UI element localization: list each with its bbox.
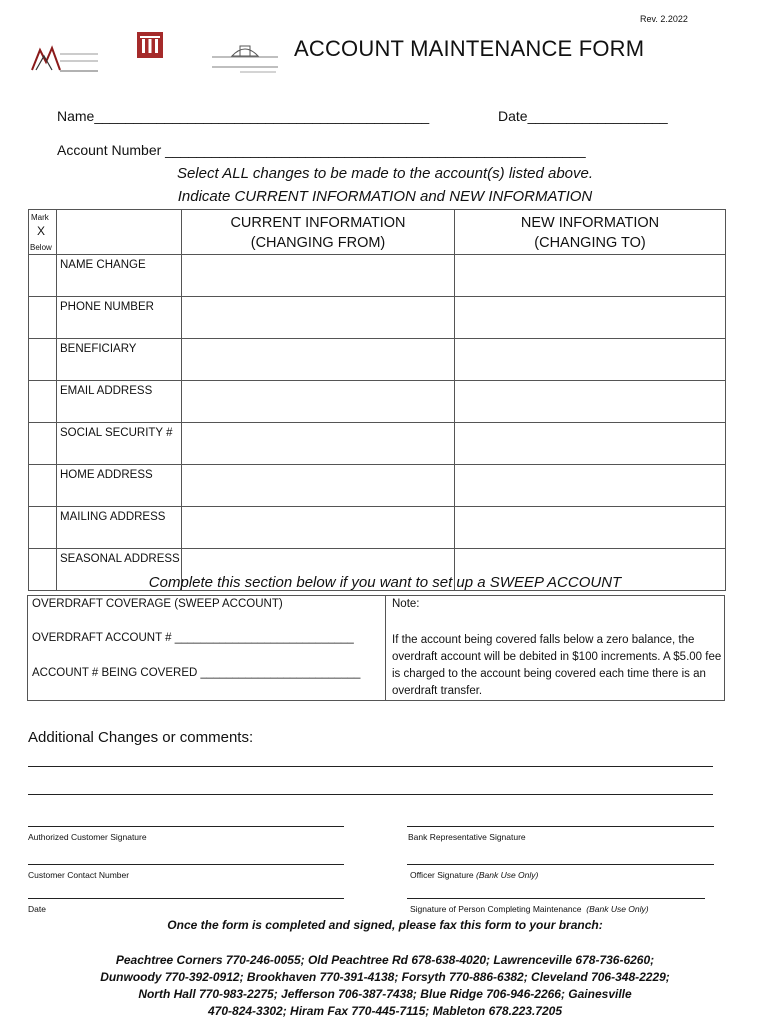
changes-table <box>28 209 726 591</box>
row-label: MAILING ADDRESS <box>57 507 182 549</box>
account-number-field[interactable]: Account Number ______________________________________________________ <box>57 142 586 158</box>
authorized-customer-label: Authorized Customer Signature <box>28 832 147 842</box>
bank-rep-signature-line[interactable] <box>407 826 714 827</box>
table-row <box>29 381 726 423</box>
person-completing-line[interactable] <box>407 898 705 899</box>
current-info-input[interactable] <box>182 381 455 423</box>
row-label: NAME CHANGE <box>57 255 182 297</box>
branch-line: Dunwoody 770-392-0912; Brookhaven 770-391-4138; Forsyth 770-886-6382; Cleveland 706-348-2229; <box>100 970 670 984</box>
current-info-input[interactable] <box>182 255 455 297</box>
current-info-input[interactable] <box>182 423 455 465</box>
current-info-title: CURRENT INFORMATION <box>230 215 406 231</box>
officer-signature-line[interactable] <box>407 864 714 865</box>
revision-label: Rev. 2.2022 <box>640 14 688 24</box>
note-label: Note: <box>392 598 420 610</box>
mark-checkbox[interactable] <box>29 339 57 381</box>
bank-rep-label: Bank Representative Signature <box>408 832 526 842</box>
westside-bank-logo <box>210 40 280 78</box>
comments-label: Additional Changes or comments: <box>28 729 254 746</box>
current-info-input[interactable] <box>182 507 455 549</box>
instruction-line-2: Indicate CURRENT INFORMATION and NEW INFORMATION <box>177 188 593 205</box>
table-row <box>29 507 726 549</box>
note-text: If the account being covered falls below a zero balance, the overdraft account will be debited in $100 increments. A $5.00 fee is charged to the account being covered each time there is an overdraft transfer. <box>392 634 722 697</box>
new-info-input[interactable] <box>455 423 726 465</box>
instruction-line-1: Select ALL changes to be made to the account(s) listed above. <box>176 165 594 182</box>
mark-x-label: X <box>37 224 46 238</box>
mark-checkbox[interactable] <box>29 423 57 465</box>
table-row <box>29 423 726 465</box>
row-label: PHONE NUMBER <box>57 297 182 339</box>
overdraft-account-field[interactable]: OVERDRAFT ACCOUNT # ____________________________ <box>32 632 354 644</box>
overdraft-coverage-label: OVERDRAFT COVERAGE (SWEEP ACCOUNT) <box>32 598 283 610</box>
date-label: Date <box>28 904 46 914</box>
customer-signature-line[interactable] <box>28 826 344 827</box>
branch-line: North Hall 770-983-2275; Jefferson 706-387-7438; Blue Ridge 706-946-2266; Gainesville <box>138 987 632 1001</box>
new-info-subtitle: (CHANGING TO) <box>534 235 646 251</box>
current-info-input[interactable] <box>182 465 455 507</box>
date-field[interactable]: Date__________________ <box>498 108 668 124</box>
row-label: HOME ADDRESS <box>57 465 182 507</box>
table-header-row <box>29 210 726 255</box>
officer-signature-label <box>410 870 538 880</box>
person-completing-label <box>410 904 649 914</box>
new-info-title: NEW INFORMATION <box>520 215 660 231</box>
fax-instruction: Once the form is completed and signed, please fax this form to your branch: <box>167 918 603 932</box>
officer-bank-use-note: (Bank Use Only) <box>476 870 539 880</box>
comment-line-2[interactable] <box>28 794 713 795</box>
row-label: SOCIAL SECURITY # <box>57 423 182 465</box>
mark-checkbox[interactable] <box>29 297 57 339</box>
officer-label-text: Officer Signature <box>410 870 474 880</box>
table-row <box>29 297 726 339</box>
new-info-input[interactable] <box>455 297 726 339</box>
mark-checkbox[interactable] <box>29 255 57 297</box>
new-info-input[interactable] <box>455 381 726 423</box>
below-label: Below <box>30 243 52 252</box>
account-covered-field[interactable]: ACCOUNT # BEING COVERED _________________________ <box>32 667 361 679</box>
new-info-input[interactable] <box>455 507 726 549</box>
current-info-input[interactable] <box>182 297 455 339</box>
branch-fax-list <box>60 952 710 1020</box>
new-info-input[interactable] <box>455 339 726 381</box>
mark-checkbox[interactable] <box>29 465 57 507</box>
mountain-valley-logo <box>30 44 100 74</box>
current-info-header <box>182 210 455 255</box>
row-label: SEASONAL ADDRESS <box>57 549 182 591</box>
name-field[interactable]: Name___________________________________________ <box>57 108 430 124</box>
branch-line: Peachtree Corners 770-246-0055; Old Peachtree Rd 678-638-4020; Lawrenceville 678-736-6260; <box>115 953 655 967</box>
sweep-section-title: Complete this section below if you want to set up a SWEEP ACCOUNT <box>148 574 622 591</box>
form-title: ACCOUNT MAINTENANCE FORM <box>294 36 645 61</box>
row-label: BENEFICIARY <box>57 339 182 381</box>
new-info-header <box>455 210 726 255</box>
person-completing-text: Signature of Person Completing Maintenance <box>410 904 582 914</box>
date-line[interactable] <box>28 898 344 899</box>
mark-checkbox[interactable] <box>29 507 57 549</box>
current-info-input[interactable] <box>182 339 455 381</box>
new-info-input[interactable] <box>455 465 726 507</box>
new-info-input[interactable] <box>455 255 726 297</box>
table-row <box>29 339 726 381</box>
mark-label: Mark <box>31 213 49 222</box>
contact-number-line[interactable] <box>28 864 344 865</box>
row-label: EMAIL ADDRESS <box>57 381 182 423</box>
current-info-subtitle: (CHANGING FROM) <box>250 235 386 251</box>
branch-line: 470-824-3302; Hiram Fax 770-445-7115; Mableton 678.223.7205 <box>208 1004 562 1018</box>
sweep-divider <box>385 595 386 701</box>
item-header <box>57 210 182 255</box>
piedmont-bank-logo <box>120 32 182 84</box>
customer-contact-label: Customer Contact Number <box>28 870 130 880</box>
person-bank-use-note: (Bank Use Only) <box>586 904 649 914</box>
table-row <box>29 255 726 297</box>
table-row <box>29 465 726 507</box>
mark-checkbox[interactable] <box>29 381 57 423</box>
comment-line-1[interactable] <box>28 766 713 767</box>
mark-header <box>29 210 57 255</box>
